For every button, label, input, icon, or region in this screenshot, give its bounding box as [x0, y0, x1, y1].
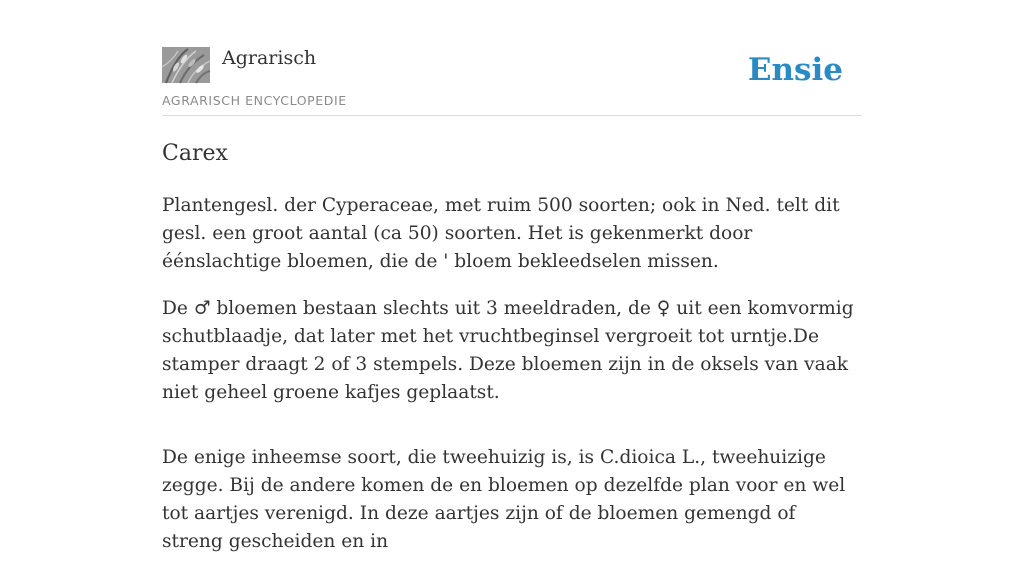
article-body	[162, 192, 862, 575]
site-header	[162, 0, 862, 116]
article-title: Carex	[162, 141, 228, 166]
article-paragraph: De ♂ bloemen bestaan slechts uit 3 meeldraden, de ♀ uit een komvormig schutblaadje, dat later met het vruchtbeginsel vergroeit tot urntje.De stamper draagt 2 of 3 stempels. Deze bloemen zijn in de oksels van vaak niet geheel groene kafjes geplaatst.	[162, 298, 854, 403]
wheat-grain-icon[interactable]	[162, 47, 210, 83]
source-name-link[interactable]: Agrarisch	[222, 47, 317, 69]
brand-logo-link[interactable]: Ensie	[747, 52, 843, 88]
source-subtitle: AGRARISCH ENCYCLOPEDIE	[162, 93, 347, 108]
article-page	[162, 0, 862, 552]
article-paragraph: De enige inheemse soort, die tweehuizig is, is C.dioica L., tweehuizige zegge. Bij de andere komen de en bloemen op dezelfde plan voor en wel tot aartjes verenigd. In deze aartjes zijn of de bloemen gemengd of streng gescheiden en in	[162, 447, 846, 552]
article-paragraph: Plantengesl. der Cyperaceae, met ruim 500 soorten; ook in Ned. telt dit gesl. een groot aantal (ca 50) soorten. Het is gekenmerkt door éénslachtige bloemen, die de ' bloem bekleedselen missen.	[162, 195, 840, 272]
